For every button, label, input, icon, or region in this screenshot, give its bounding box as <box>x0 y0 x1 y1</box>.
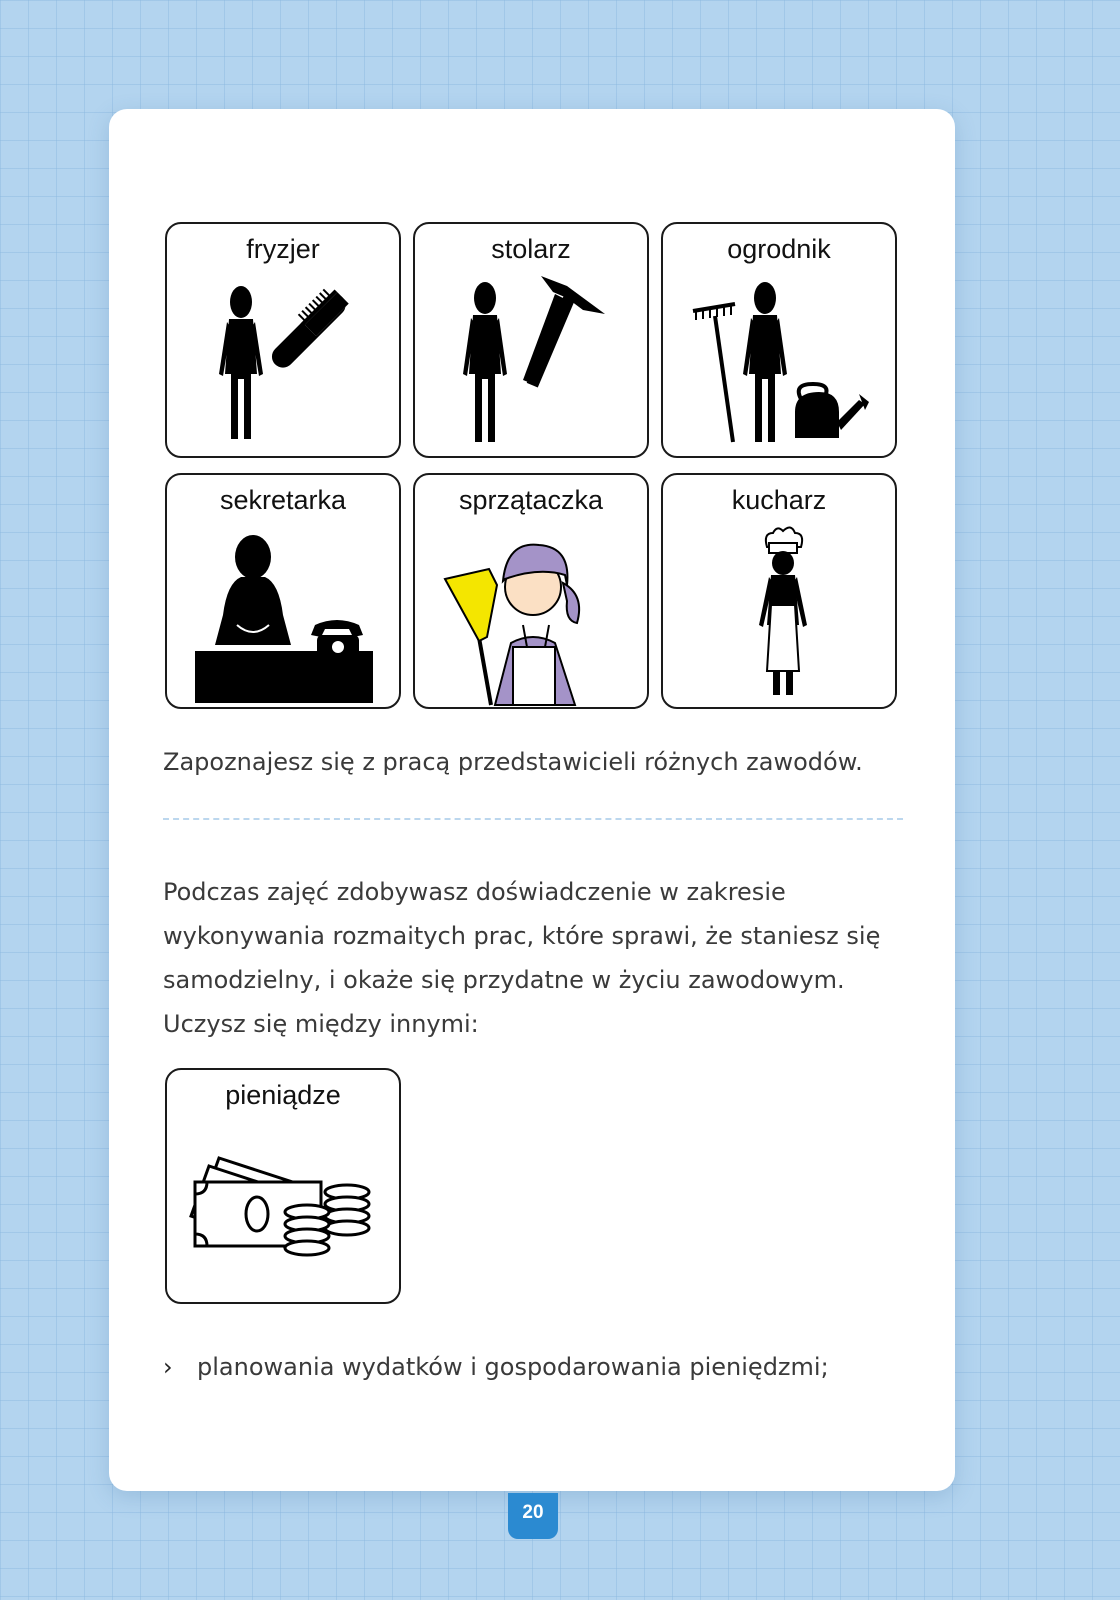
money-icon <box>167 1070 401 1304</box>
tile-label: pieniądze <box>225 1080 341 1110</box>
tile-cook <box>661 473 897 709</box>
tile-money <box>165 1068 401 1304</box>
intro-paragraph: Zapoznajesz się z pracą przedstawicieli różnych zawodów. <box>163 748 863 776</box>
tile-label: sprzątaczka <box>458 485 604 515</box>
dashed-divider <box>163 818 903 820</box>
hairdresser-icon <box>167 224 401 458</box>
tile-hairdresser <box>165 222 401 458</box>
skills-paragraph: Podczas zajęć zdobywasz doświadczenie w zakresie wykonywania rozmaitych prac, które sprawi, że staniesz się samodzielny, i okaże się przydatne w życiu zawodowym. Uczysz się między innymi: <box>163 878 881 1038</box>
cook-icon <box>663 475 897 709</box>
cleaner-icon <box>415 475 649 709</box>
secretary-icon <box>167 475 401 709</box>
tile-secretary <box>165 473 401 709</box>
tile-label: ogrodnik <box>727 234 831 264</box>
gardener-icon <box>663 224 897 458</box>
tile-label: stolarz <box>491 234 571 264</box>
page-number: 20 <box>508 1493 558 1539</box>
tile-carpenter <box>413 222 649 458</box>
list-item <box>163 1345 829 1389</box>
chevron-right-icon: › <box>163 1353 173 1381</box>
list-item-text: planowania wydatków i gospodarowania pieniędzmi; <box>197 1353 829 1381</box>
carpenter-icon <box>415 224 649 458</box>
tile-gardener <box>661 222 897 458</box>
tile-cleaner <box>413 473 649 709</box>
tile-label: fryzjer <box>246 234 320 264</box>
tile-label: kucharz <box>731 485 827 515</box>
tile-label: sekretarka <box>219 485 347 515</box>
